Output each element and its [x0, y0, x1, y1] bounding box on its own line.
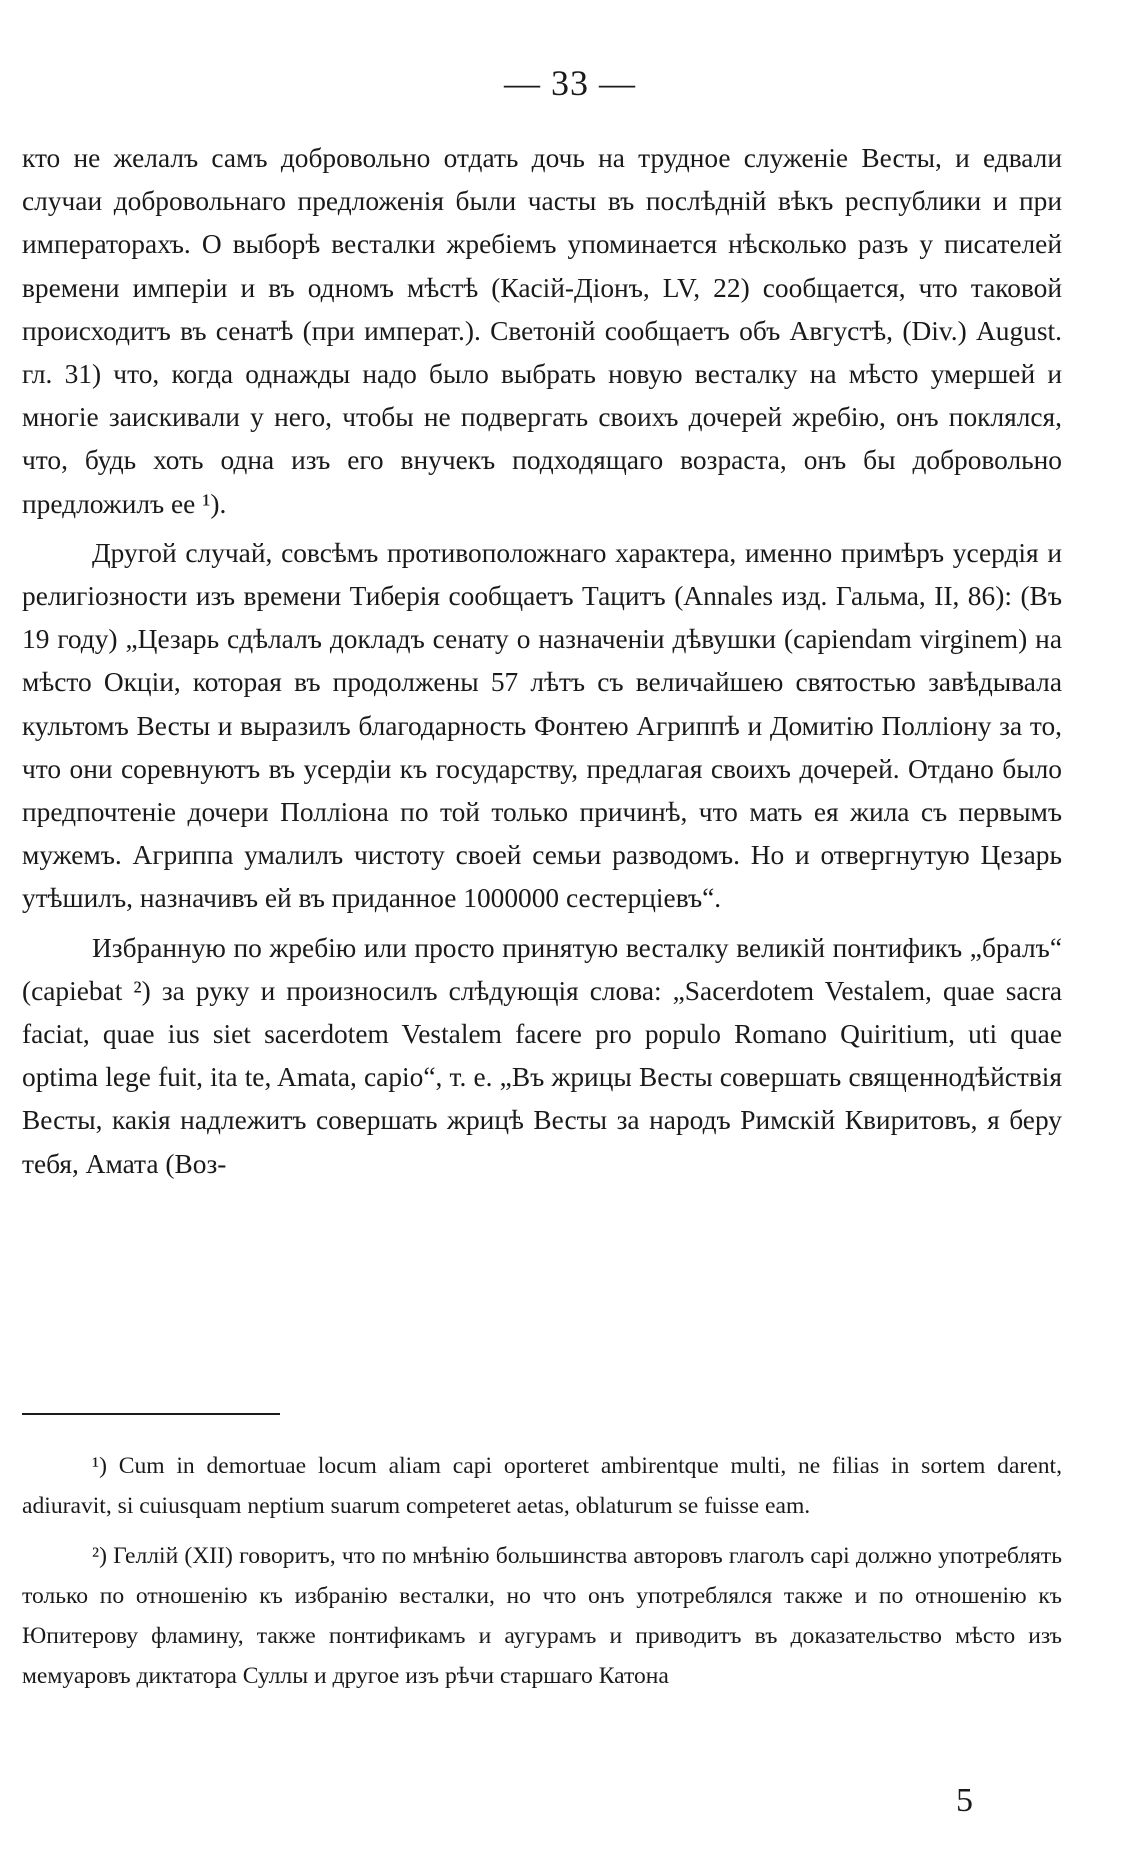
footnotes	[22, 1446, 1062, 1696]
footnote-divider	[22, 1413, 280, 1415]
paragraph-tacitus: Другой случай, совсѣмъ противоположнаго характера, именно примѣръ усердія и религіозности изъ времени Тиберія сообщаетъ Тацитъ (Annales изд. Гальма, II, 86): (Въ 19 году) „Цезарь сдѣлалъ докладъ сенату о назначеніи дѣвушки (capiendam virginem) на мѣсто Окціи, которая въ продолжены 57 лѣтъ съ величайшею святостью завѣдывала культомъ Весты и выразилъ благодарность Фонтею Агриппѣ и Домитію Полліону за то, что они соревнуютъ въ усердіи къ государству, предлагая своихъ дочерей. Отдано было предпочтеніе дочери Полліона по той только причинѣ, что мать ея жила съ первымъ мужемъ. Агриппа умалилъ чистоту своей семьи разводомъ. Но и отвергнутую Цезарь утѣшилъ, назначивъ ей въ приданное 1000000 сестерціевъ“.	[22, 537, 1062, 914]
page-number: — 33 —	[504, 63, 636, 103]
paragraph-continuation: кто не желалъ самъ добровольно отдать дочь на трудное служеніе Весты, и едвали случаи добровольнаго предложенія были часты въ послѣдній вѣкъ республики и при императорахъ. О выборѣ весталки жребіемъ упоминается нѣсколько разъ у писателей времени имперіи и въ одномъ мѣстѣ (Касій-Діонъ, LV, 22) сообщается, что таковой происходитъ въ сенатѣ (при императ.). Светоній сообщаетъ объ Августѣ, (Div.) August. гл. 31) что, когда однажды надо было выбрать новую весталку на мѣсто умершей и многіе заискивали у него, чтобы не подвергать своихъ дочерей жребію, онъ поклялся, что, будь хоть одна изъ его внучекъ подходящаго возраста, онъ бы добровольно предложилъ ее ¹).	[22, 143, 1062, 519]
main-text	[22, 137, 1062, 1186]
signature-mark: 5	[956, 1782, 973, 1819]
footnote-2: ²) Геллій (XII) говоритъ, что по мнѣнію большинства авторовъ глаголъ capi должно употреблять только по отношенію къ избранію весталки, но что онъ употреблялся также и по отношенію къ Юпитерову фламину, также понтификамъ и аугурамъ и приводитъ въ доказательство мѣсто изъ мемуаровъ диктатора Суллы и другое изъ рѣчи старшаго Катона	[22, 1543, 1062, 1689]
paragraph-capio: Избранную по жребію или просто принятую весталку великій понтификъ „бралъ“ (capiebat ²) за руку и произносилъ слѣдующія слова: „Sacerdotem Vestalem, quae sacra faciat, quae ius siet sacerdotem Vestalem facere pro populo Romano Quiritium, uti quae optima lege fuit, ita te, Amata, capio“, т. е. „Въ жрицы Весты совершать священнодѣйствія Весты, какія надлежитъ совершать жрицѣ Весты за народъ Римскій Квиритовъ, я беру тебя, Амата (Воз-	[22, 932, 1062, 1179]
footnote-1: ¹) Cum in demortuae locum aliam capi oporteret ambirentque multi, ne filias in sortem darent, adiuravit, si cuiusquam neptium suarum competeret aetas, oblaturum se fuisse eam.	[22, 1453, 1062, 1519]
